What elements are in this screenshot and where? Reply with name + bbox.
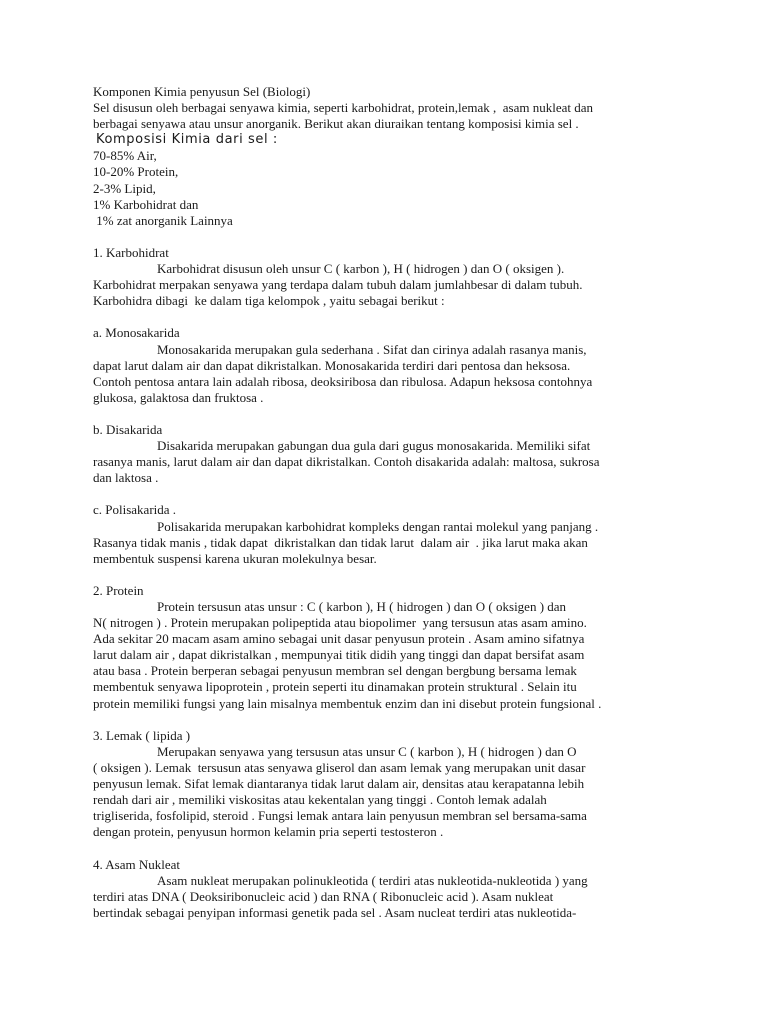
paragraph-line: larut dalam air , dapat dikristalkan , mempunyai titik didih yang tinggi dan dapat bersifat asam [93,647,585,663]
paragraph-line: rendah dari air , memiliki viskositas atau kekentalan yang tinggi . Contoh lemak adalah [93,792,547,808]
section-heading-lemak: 3. Lemak ( lipida ) [93,727,191,743]
document-title: Komponen Kimia penyusun Sel (Biologi) [93,84,311,99]
paragraph-first-line: Disakarida merupakan gabungan dua gula dari gugus monosakarida. Memiliki sifat [157,438,591,454]
paragraph-line: trigliserida, fosfolipid, steroid . Fungsi lemak antara lain penyusun membran sel bersama-sama [93,808,587,824]
komposisi-item: 2-3% Lipid, [93,180,156,196]
paragraph-line: bertindak sebagai penyipan informasi genetik pada sel . Asam nucleat terdiri atas nukleotida- [93,904,577,920]
paragraph-gap [93,567,693,583]
paragraph-line: Karbohidra dibagi ke dalam tiga kelompok , yaitu sebagai berikut : [93,293,445,309]
paragraph-line: rasanya manis, larut dalam air dan dapat dikristalkan. Contoh disakarida adalah: maltosa, sukrosa [93,454,600,470]
paragraph-gap [93,229,693,245]
paragraph-line: membentuk suspensi karena ukuran molekulnya besar. [93,550,377,566]
paragraph-first-line: Merupakan senyawa yang tersusun atas unsur C ( karbon ), H ( hidrogen ) dan O [157,743,577,759]
komposisi-item: 10-20% Protein, [93,164,179,180]
paragraph-line: protein memiliki fungsi yang lain misalnya membentuk enzim dan ini disebut protein fungsional . [93,695,602,711]
paragraph-first-line: Karbohidrat disusun oleh unsur C ( karbon ), H ( hidrogen ) dan O ( oksigen ). [157,261,565,277]
paragraph-first-line: Polisakarida merupakan karbohidrat kompleks dengan rantai molekul yang panjang . [157,518,599,534]
paragraph-line: ( oksigen ). Lemak tersusun atas senyawa gliserol dan asam lemak yang merupakan unit dasar [93,759,586,775]
paragraph-line: glukosa, galaktosa dan fruktosa . [93,389,264,405]
paragraph-first-line: Monosakarida merupakan gula sederhana . Sifat dan cirinya adalah rasanya manis, [157,341,587,357]
paragraph-line: terdiri atas DNA ( Deoksiribonucleic acid ) dan RNA ( Ribonucleic acid ). Asam nukleat [93,888,554,904]
section-heading-polisakarida: c. Polisakarida . [93,502,177,518]
komposisi-item: 70-85% Air, [93,148,157,164]
paragraph-gap [93,406,693,422]
intro-line: berbagai senyawa atau unsur anorganik. Berikut akan diuraikan tentang komposisi kimia sel . [93,116,579,132]
paragraph-first-line: Asam nukleat merupakan polinukleotida ( terdiri atas nukleotida-nukleotida ) yang [157,872,588,888]
paragraph-gap [93,309,693,325]
paragraph-line: Ada sekitar 20 macam asam amino sebagai unit dasar penyusun protein . Asam amino sifatnya [93,631,585,647]
komposisi-item: 1% Karbohidrat dan [93,196,199,212]
paragraph-line: membentuk senyawa lipoprotein , protein seperti itu dinamakan protein struktural . Selain itu [93,679,577,695]
document-body [93,84,693,921]
paragraph-line: penyusun lemak. Sifat lemak diantaranya tidak larut dalam air, densitas atau kerapatanna lebih [93,776,585,792]
section-heading-asam-nukleat: 4. Asam Nukleat [93,856,181,872]
paragraph-gap [93,840,693,856]
section-heading-disakarida: b. Disakarida [93,421,163,437]
paragraph-first-line: Protein tersusun atas unsur : C ( karbon ), H ( hidrogen ) dan O ( oksigen ) dan [157,599,567,614]
paragraph-line: dapat larut dalam air dan dapat dikristalkan. Monosakarida terdiri dari pentosa dan heksosa. [93,357,571,373]
paragraph-line: N( nitrogen ) . Protein merupakan polipeptida atau biopolimer yang tersusun atas asam amino. [93,615,587,631]
section-heading-karbohidrat: 1. Karbohidrat [93,244,169,260]
section-heading-protein: 2. Protein [93,582,144,598]
komposisi-heading: Komposisi Kimia dari sel : [96,132,278,148]
paragraph-gap [93,486,693,502]
komposisi-item: 1% zat anorganik Lainnya [93,212,233,228]
paragraph-line: Rasanya tidak manis , tidak dapat dikristalkan dan tidak larut dalam air . jika larut maka akan [93,534,588,550]
paragraph-line: dengan protein, penyusun hormon kelamin pria seperti testosteron . [93,824,444,840]
paragraph-line: atau basa . Protein berperan sebagai penyusun membran sel dengan bergbung bersama lemak [93,663,577,679]
paragraph-line: dan laktosa . [93,470,159,486]
section-heading-monosakarida: a. Monosakarida [93,325,180,341]
paragraph-gap [93,712,693,728]
intro-line: Sel disusun oleh berbagai senyawa kimia, seperti karbohidrat, protein,lemak , asam nukleat dan [93,100,593,116]
paragraph-line: Karbohidrat merpakan senyawa yang terdapa dalam tubuh dalam jumlahbesar di dalam tubuh. [93,277,583,293]
paragraph-line: Contoh pentosa antara lain adalah ribosa, deoksiribosa dan ribulosa. Adapun heksosa contohnya [93,373,593,389]
